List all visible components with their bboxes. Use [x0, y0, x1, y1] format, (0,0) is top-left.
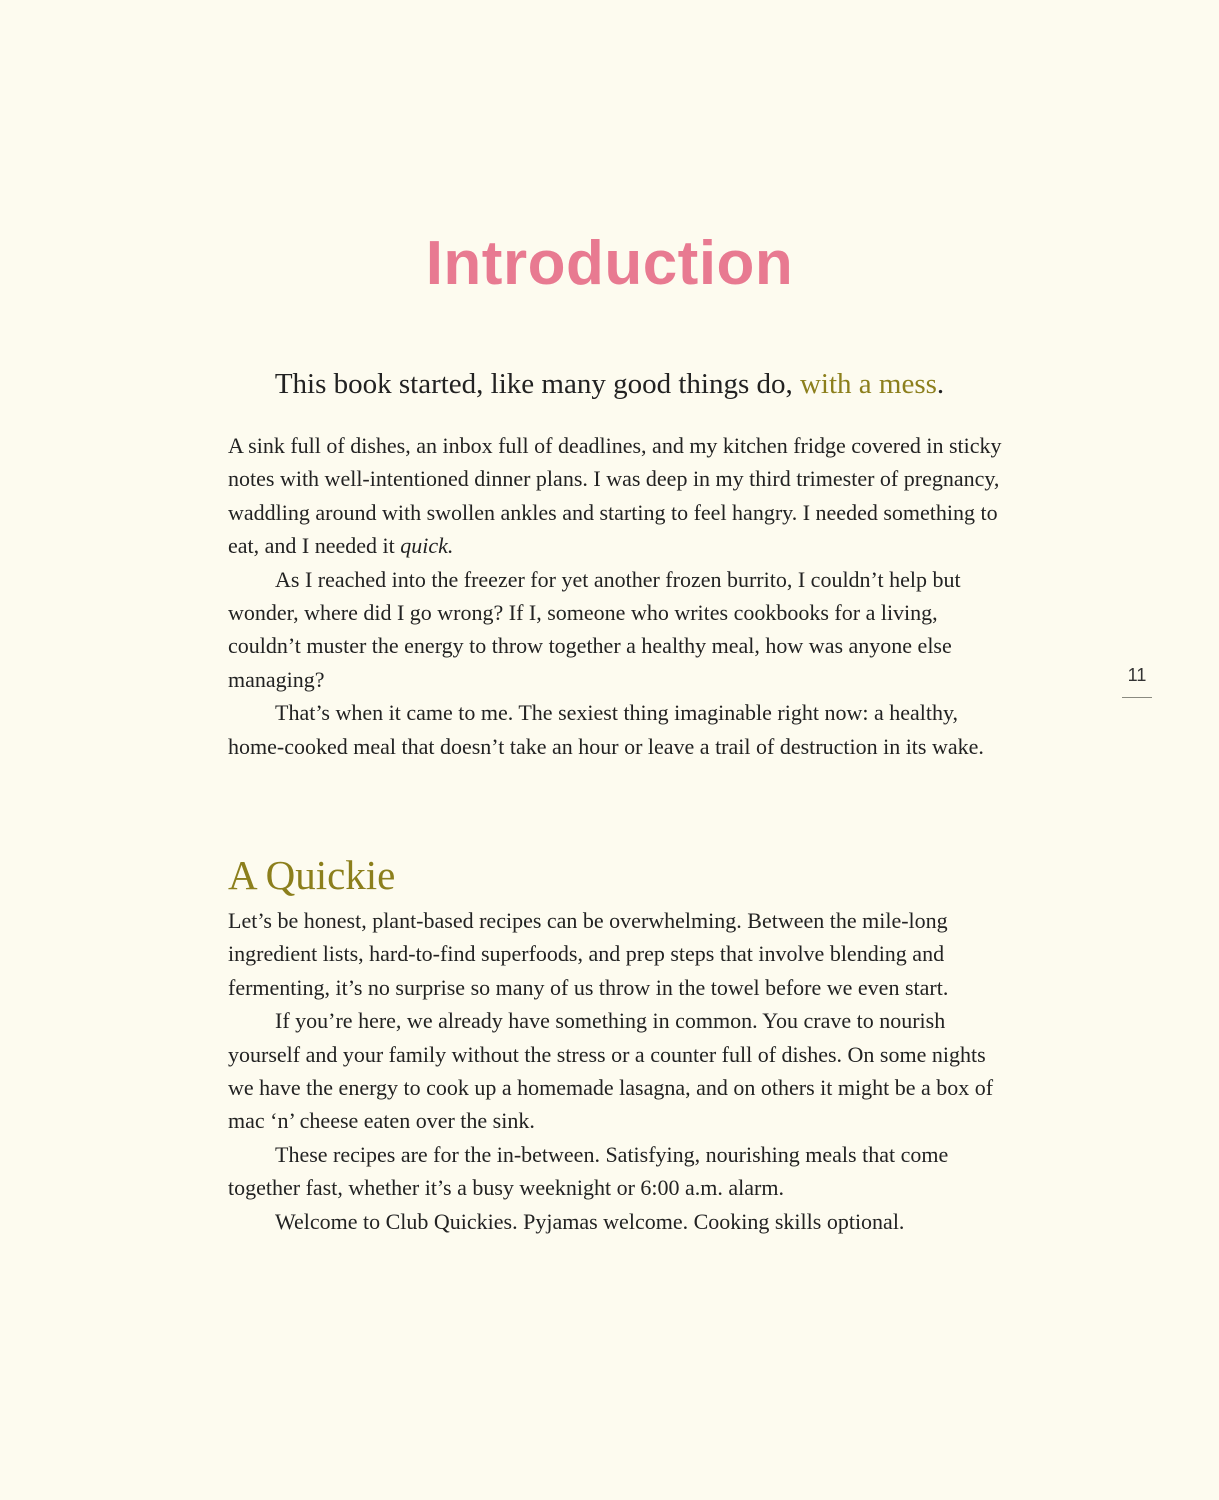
intro-paragraph-3: That’s when it came to me. The sexiest thing imaginable right now: a healthy, home-cooked meal that doesn’t take an hour or leave a trail of destruction in its wake.: [228, 700, 984, 759]
intro-paragraph-2: As I reached into the freezer for yet another frozen burrito, I couldn’t help but wonder, where did I go wrong? If I, someone who writes cookbooks for a living, couldn’t muster the energy to throw together a healthy meal, how was anyone else managing?: [228, 566, 961, 692]
lede-sentence: [0, 364, 1219, 404]
section-paragraph-2: If you’re here, we already have something in common. You crave to nourish yourself and your family without the stress or a counter full of dishes. On some nights we have the energy to cook up a homemade lasagna, and on others it might be a box of mac ‘n’ cheese eaten over the sink.: [228, 1008, 994, 1134]
section-paragraph-4: Welcome to Club Quickies. Pyjamas welcome. Cooking skills optional.: [275, 1208, 905, 1234]
page-number: 11: [1127, 665, 1147, 685]
lede-accent-phrase: with a mess: [799, 368, 937, 400]
section-heading: A Quickie: [228, 852, 396, 898]
page-title: Introduction: [425, 229, 794, 298]
intro-body: [228, 429, 1008, 763]
intro-paragraph-1-emphasis: quick.: [400, 533, 454, 559]
lede-period: .: [936, 368, 945, 400]
section-paragraph-1: Let’s be honest, plant-based recipes can be overwhelming. Between the mile-long ingredient lists, hard-to-find superfoods, and prep steps that involve blending and fermenting, it’s no surprise so many of us throw in the towel before we even start.: [228, 908, 949, 1000]
section-body: [228, 904, 1008, 1238]
page-number-divider: [1122, 697, 1152, 698]
intro-paragraph-1-text: A sink full of dishes, an inbox full of deadlines, and my kitchen fridge covered in sticky notes with well-intentioned dinner plans. I was deep in my third trimester of pregnancy, waddling around with swollen ankles and starting to feel hangry. I needed something to eat, and I needed it: [228, 433, 1002, 559]
intro-paragraph-1: [228, 429, 1008, 563]
lede-text: This book started, like many good things do,: [274, 368, 800, 400]
section-paragraph-3: These recipes are for the in-between. Satisfying, nourishing meals that come together fast, whether it’s a busy weeknight or 6:00 a.m. alarm.: [228, 1141, 949, 1201]
